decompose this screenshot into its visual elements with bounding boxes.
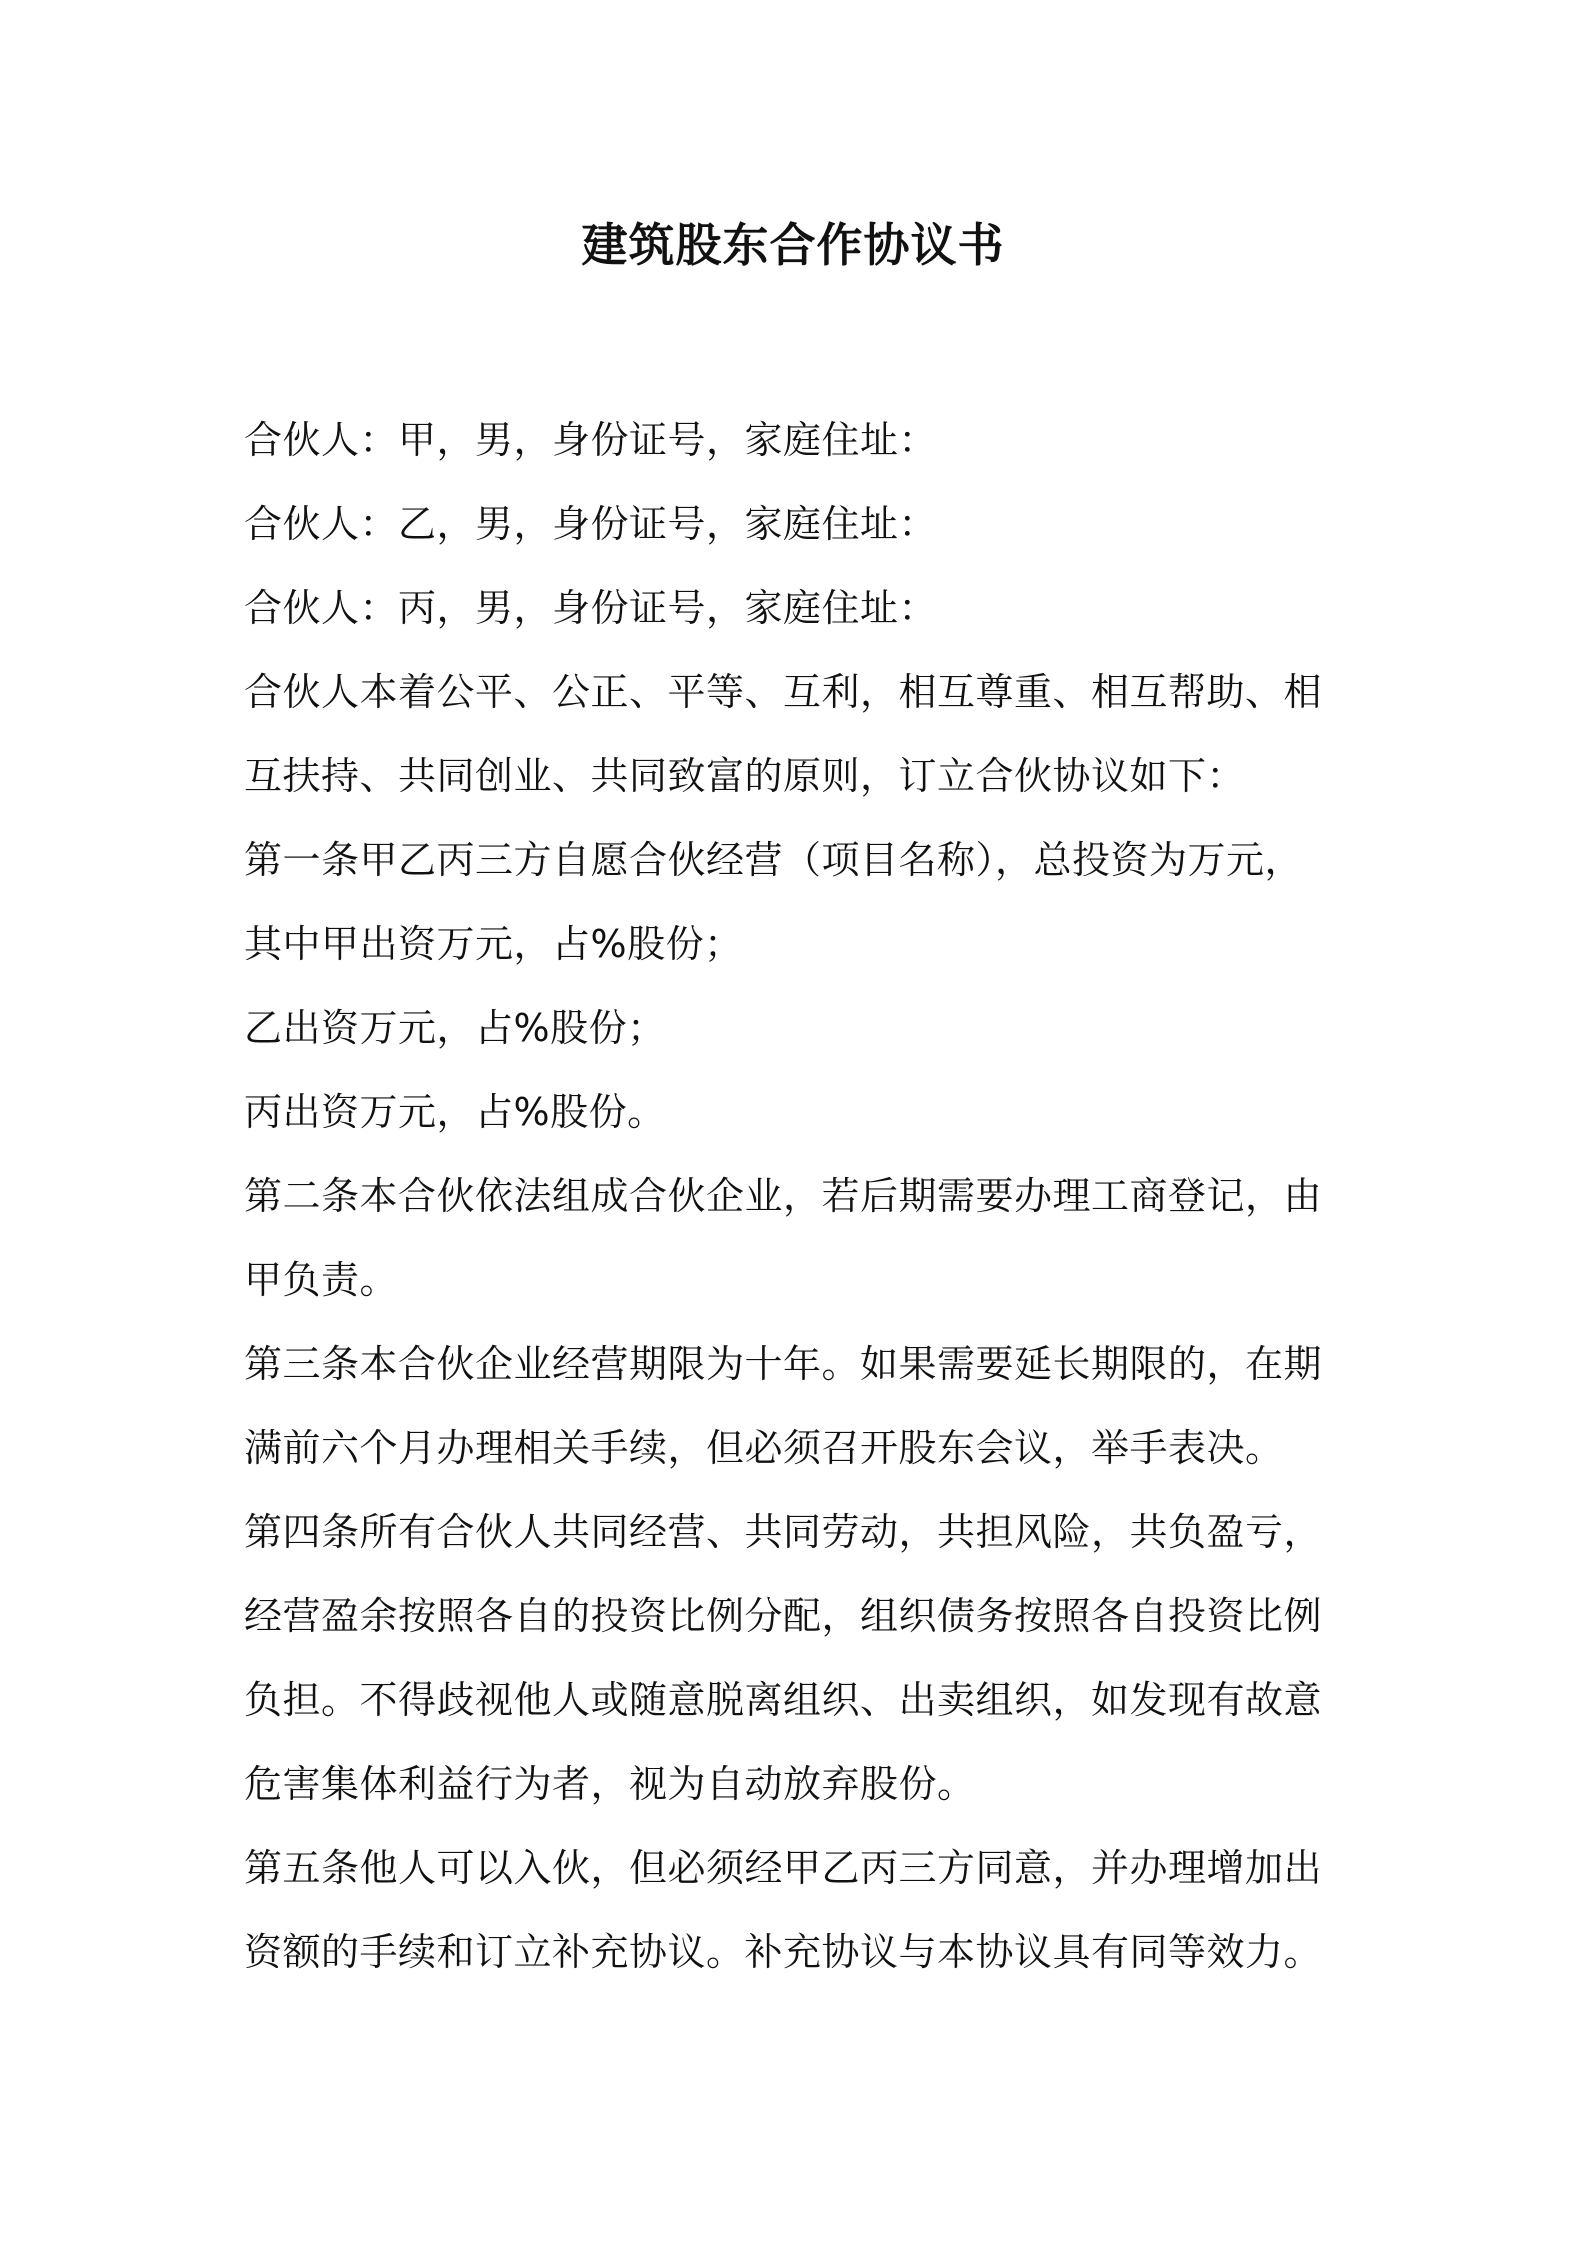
preamble-line: 合伙人本着公平、公正、平等、互利，相互尊重、相互帮助、相 [244, 670, 1323, 714]
article-4-line: 第四条所有合伙人共同经营、共同劳动，共担风险，共负盈亏， [244, 1510, 1323, 1554]
preamble-line: 互扶持、共同创业、共同致富的原则，订立合伙协议如下： [244, 754, 1246, 798]
article-2-line: 第二条本合伙依法组成合伙企业，若后期需要办理工商登记，由 [244, 1174, 1323, 1218]
article-1-line: 第一条甲乙丙三方自愿合伙经营（项目名称），总投资为万元， [244, 838, 1304, 882]
document-title: 建筑股东合作协议书 [581, 218, 1005, 272]
article-3-line: 第三条本合伙企业经营期限为十年。如果需要延长期限的，在期 [244, 1342, 1323, 1386]
partner-line-bing: 合伙人：丙，男，身份证号，家庭住址： [244, 586, 938, 630]
article-5-line: 资额的手续和订立补充协议。补充协议与本协议具有同等效力。 [244, 1930, 1323, 1974]
article-3-line: 满前六个月办理相关手续，但必须召开股东会议，举手表决。 [244, 1426, 1284, 1470]
document-body [244, 398, 1360, 1994]
article-5-line: 第五条他人可以入伙，但必须经甲乙丙三方同意，并办理增加出 [244, 1846, 1323, 1890]
article-4-line: 经营盈余按照各自的投资比例分配，组织债务按照各自投资比例 [244, 1594, 1323, 1638]
article-2-line: 甲负责。 [244, 1258, 399, 1302]
article-1-line: 丙出资万元，占%股份。 [244, 1090, 666, 1134]
article-4-line: 负担。不得歧视他人或随意脱离组织、出卖组织，如发现有故意 [244, 1678, 1323, 1722]
article-1-line: 乙出资万元，占%股份； [244, 1006, 666, 1050]
partner-line-yi: 合伙人：乙，男，身份证号，家庭住址： [244, 502, 938, 546]
article-4-line: 危害集体利益行为者，视为自动放弃股份。 [244, 1762, 976, 1806]
article-1-line: 其中甲出资万元，占%股份； [244, 922, 743, 966]
partner-line-jia: 合伙人：甲，男，身份证号，家庭住址： [244, 418, 938, 462]
